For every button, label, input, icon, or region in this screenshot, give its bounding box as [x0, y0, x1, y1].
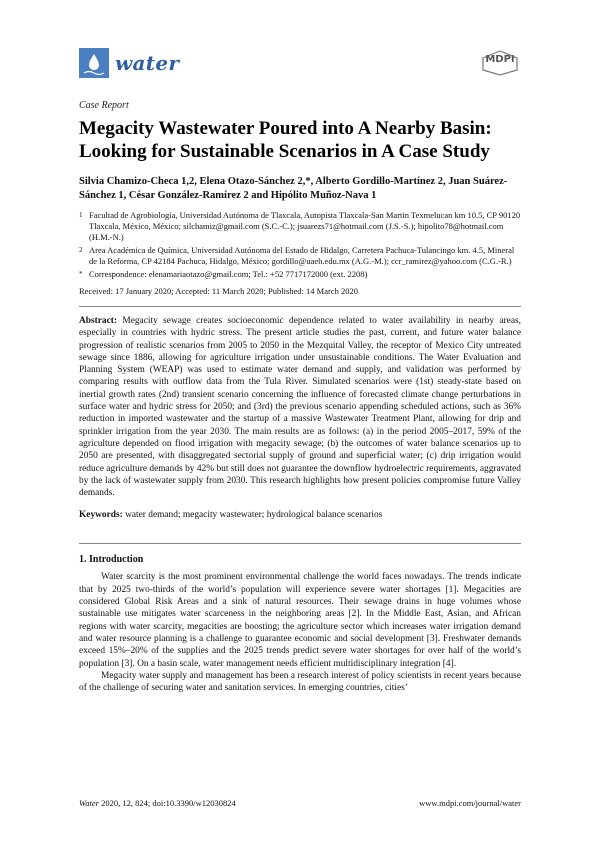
citation: [79, 798, 236, 808]
publication-dates: Received: 17 January 2020; Accepted: 11 March 2020; Published: 14 March 2020: [79, 286, 358, 296]
journal-url[interactable]: www.mdpi.com/journal/water: [419, 798, 521, 808]
abstract-label: Abstract:: [79, 316, 118, 326]
section-title: 1. Introduction: [79, 554, 144, 566]
keywords-label: Keywords:: [79, 510, 123, 521]
keywords-text: water demand; megacity wastewater; hydrological balance scenarios: [125, 510, 383, 521]
correspondence: * Correspondence: elenamariaotazo@gmail.com; Tel.: +52 7717172000 (ext. 2208): [79, 269, 368, 279]
footer-citation: 2020, 12, 824; doi:10.3390/w12030824: [99, 798, 236, 808]
author-list: Silvia Chamizo-Checa 1,2, Elena Otazo-Sánchez 2,*, Alberto Gordillo-Martínez 2, Juan Suárez-Sánchez 1, César González-Ramírez 2 and Hipólito Muñoz-Nava 1: [79, 176, 508, 201]
paragraph: Megacity water supply and management has been a research interest of policy scientists in recent years because of the challenge of securing water and sanitation services. In emerging countries, cities’: [79, 670, 521, 694]
article-title: Megacity Wastewater Poured into A Nearby Basin: Looking for Sustainable Scenarios in A Case Study: [79, 118, 492, 162]
paragraph: Water scarcity is the most prominent environmental challenge the world faces nowadays. The trends indicate that by 2025 two-thirds of the world’s population will experience severe water shortages [1]. Megacities are considered Global Risk Areas and a sink of natural resources. Their sewage drains in huge volumes whose sustainable use mitigates water scarceness in the neighboring areas [2]. In the Middle East, Asian, and African regions with water scarcity, megacities are boosting; the agriculture sector which increases water irrigation demand and water resource planning is a challenge to guarantee economic and social development [3]. Freshwater demands exceed 15%–20% of the supplies and the 2025 trends predict severe water shortages for over half of the world’s population [3]. On a basin scale, water management needs efficient multidisciplinary integration [4].: [79, 572, 521, 669]
document-type: Case Report: [79, 100, 129, 111]
page-footer: [79, 798, 521, 810]
publisher-name: MDPI: [485, 54, 515, 65]
journal-logo: [79, 48, 179, 78]
abstract: [79, 315, 521, 499]
affiliation-2: 2 Area Académica de Química, Universidad Autónoma del Estado de Hidalgo, Carretera Pachuca-Tulancingo km. 4.5, Mineral de la Reforma, CP 42184 Pachuca, Hidalgo, México; gordillo@uaeh.edu.mx (A.G.-M.); ccr_ramirez@yahoo.com (C.G.-R.): [79, 245, 515, 266]
water-drop-icon: [79, 48, 109, 78]
journal-name: water: [115, 51, 180, 75]
journal-header: [79, 40, 521, 86]
keywords: [79, 509, 521, 521]
affiliations: [79, 210, 521, 280]
abstract-text: Megacity sewage creates socioeconomic dependence related to water availability in nearby areas, especially in countries with hydric stress. The present article studies the past, current, and future water balance progression of realistic scenarios from 2005 to 2050 in the Mezquital Valley, the receptor of Mexico City untreated sewage since 1886, allowing for agriculture irrigation under unsustainable conditions. The Water Evaluation and Planning System (WEAP) was used to estimate water demand and supply, and validation was performed by comparing results with outflow data from the Tula River. Simulated scenarios were (1st) steady-state based on inertial growth rates (2nd) transient scenario concerning the influence of forecasted climate change perturbations in surface water and hydric stress for 2050; and (3rd) the previous scenario appending scheduled actions, such as 36% reduction in imported wastewater and the startup of a massive Wastewater Treatment Plant, allowing for drip and sprinkler irrigation from the year 2030. The main results are as follows: (a) in the period 2005–2017, 59% of the agriculture depended on flood irrigation with megacity sewage; (b) the outcomes of water balance scenarios up to 2050 are presented, with disaggregated sectorial supply of ground and superficial water; (c) drip irrigation would reduce agriculture demands by 42% but still does not guarantee the downflow hydroelectric requirements, aggravated by the lack of wastewater supply from 2030. This research highlights how present policies compromise future Valley demands.: [79, 316, 521, 499]
affiliation-1: 1 Facultad de Agrobiología, Universidad Autónoma de Tlaxcala, Autopista Tlaxcala-San Martin Texmelucan km 10.5, CP 90120 Tlaxcala, México, México; silchamiz@gmail.com (S.C.-C.); jsuarezs71@hotmail.com (J.S.-S.); hipolito78@hotmail.com (H.M.-N.): [79, 210, 521, 242]
divider: [79, 543, 521, 544]
article-body: [79, 96, 521, 694]
footer-journal: Water: [79, 798, 99, 808]
divider: [79, 306, 521, 307]
